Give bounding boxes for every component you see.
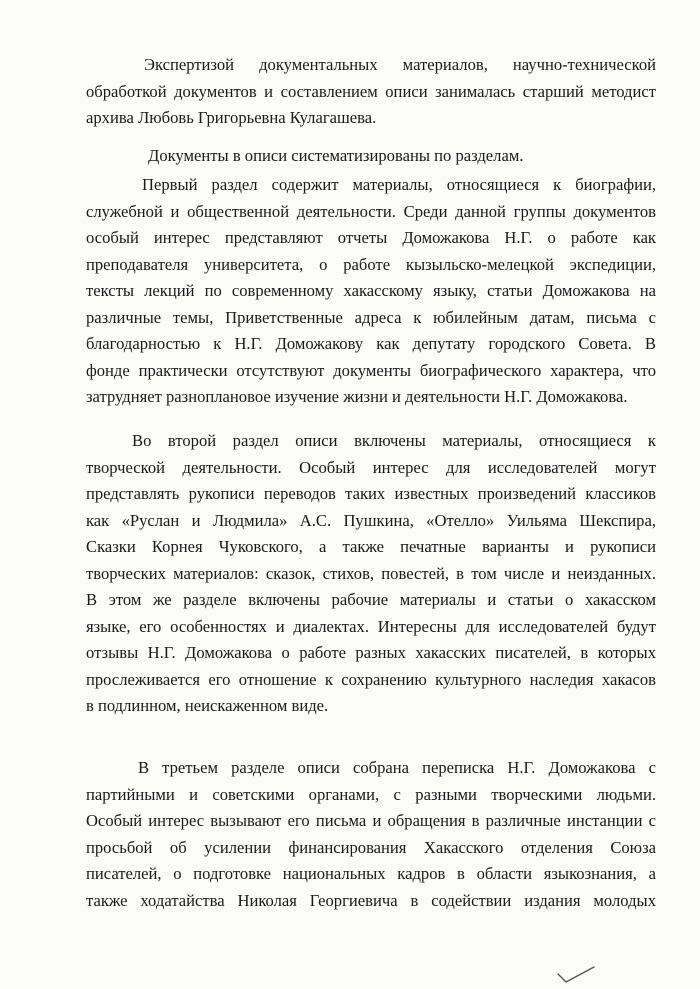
paragraph-line: творческих материалов: сказок, стихов, повестей, в том числе и неизданных. xyxy=(86,563,656,583)
paragraph-line: преподавателя университета, о работе кызыльско-мелецкой экспедиции, xyxy=(86,254,656,274)
paragraph-line: Особый интерес вызывают его письма и обращения в различные инстанции с xyxy=(86,811,656,830)
paragraph-4 xyxy=(86,428,656,720)
paragraph-3 xyxy=(86,172,656,411)
paragraph-line: Первый раздел содержит материалы, относящиеся к биографии, xyxy=(142,175,656,194)
paragraph-5 xyxy=(86,755,656,914)
paragraph-2 xyxy=(86,143,656,170)
paragraph-line: как «Руслан и Людмила» А.С. Пушкина, «Отелло» Уильяма Шекспира, xyxy=(86,510,656,530)
paragraph-line: также ходатайства Николая Георгиевича в содействии издания молодых xyxy=(86,890,656,910)
paragraph-1 xyxy=(86,52,656,132)
paragraph-line: особый интерес представляют отчеты Доможакова Н.Г. о работе как xyxy=(86,228,656,247)
paragraph-line: В этом же разделе включены рабочие материалы и статьи о хакасском xyxy=(86,590,656,609)
paragraph-line: в подлинном, неискаженном виде. xyxy=(86,696,329,715)
paragraph-line: фонде практически отсутствуют документы биографического характера, что xyxy=(86,360,656,380)
paragraph-line: просьбой об усилении финансирования Хакасского отделения Союза xyxy=(86,837,656,857)
handwritten-checkmark-icon xyxy=(556,964,596,986)
paragraph-line: обработкой документов и составлением описи занималась старший методист xyxy=(86,81,656,101)
paragraph-line: затрудняет разноплановое изучение жизни и деятельности Н.Г. Доможакова. xyxy=(86,387,628,406)
paragraph-line: Сказки Корнея Чуковского, а также печатные варианты и рукописи xyxy=(86,537,656,556)
paragraph-line: архива Любовь Григорьевна Кулагашева. xyxy=(86,108,377,127)
paragraph-line: Во второй раздел описи включены материалы, относящиеся к xyxy=(132,431,656,450)
paragraph-line: языке, его особенностях и диалектах. Интересны для исследователей будут xyxy=(86,616,656,636)
paragraph-line: партийными и советскими органами, с разными творческими людьми. xyxy=(86,784,656,804)
paragraph-line: благодарностью к Н.Г. Доможакову как депутату городского Совета. В xyxy=(86,334,656,353)
paragraph-line: служебной и общественной деятельности. Среди данной группы документов xyxy=(86,201,656,221)
paragraph-line: различные темы, Приветственные адреса к юбилейным датам, письма с xyxy=(86,307,656,327)
paragraph-line: Документы в описи систематизированы по разделам. xyxy=(148,146,524,165)
paragraph-line: писателей, о подготовке национальных кадров в области языкознания, а xyxy=(86,864,656,883)
paragraph-line: Экспертизой документальных материалов, научно-технической xyxy=(144,55,656,74)
paragraph-line: прослеживается его отношение к сохранению культурного наследия хакасов xyxy=(86,669,656,689)
paragraph-line: творческой деятельности. Особый интерес для исследователей могут xyxy=(86,457,656,477)
paragraph-line: представлять рукописи переводов таких известных произведений классиков xyxy=(86,484,656,503)
paragraph-line: отзывы Н.Г. Доможакова о работе разных хакасских писателей, в которых xyxy=(86,643,656,662)
paragraph-line: тексты лекций по современному хакасскому языку, статьи Доможакова на xyxy=(86,281,656,300)
paragraph-line: В третьем разделе описи собрана переписка Н.Г. Доможакова с xyxy=(138,758,656,777)
